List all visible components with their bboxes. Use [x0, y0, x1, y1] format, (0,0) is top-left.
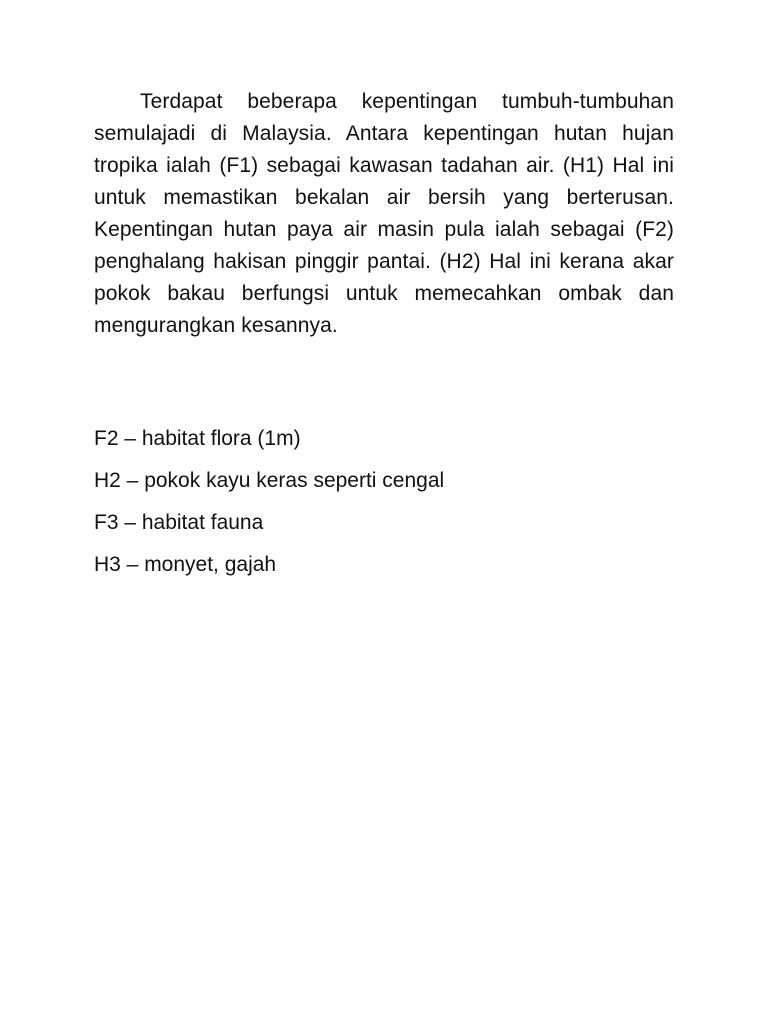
paragraph-block [94, 86, 674, 342]
note-item-f2: F2 – habitat flora (1m) [94, 427, 301, 450]
main-paragraph: Terdapat beberapa kepentingan tumbuh-tumbuhan semulajadi di Malaysia. Antara kepentingan hutan hujan tropika ialah (F1) sebagai kawasan tadahan air. (H1) Hal ini untuk memastikan bekalan air bersih yang berterusan. Kepentingan hutan paya air masin pula ialah sebagai (F2) penghalang hakisan pinggir pantai. (H2) Hal ini kerana akar pokok bakau berfungsi untuk memecahkan ombak dan mengurangkan kesannya. [94, 90, 674, 337]
note-item-f3: F3 – habitat fauna [94, 511, 264, 534]
note-item-h2: H2 – pokok kayu keras seperti cengal [94, 469, 445, 492]
notes-list [94, 425, 674, 593]
note-item-h3: H3 – monyet, gajah [94, 553, 277, 576]
